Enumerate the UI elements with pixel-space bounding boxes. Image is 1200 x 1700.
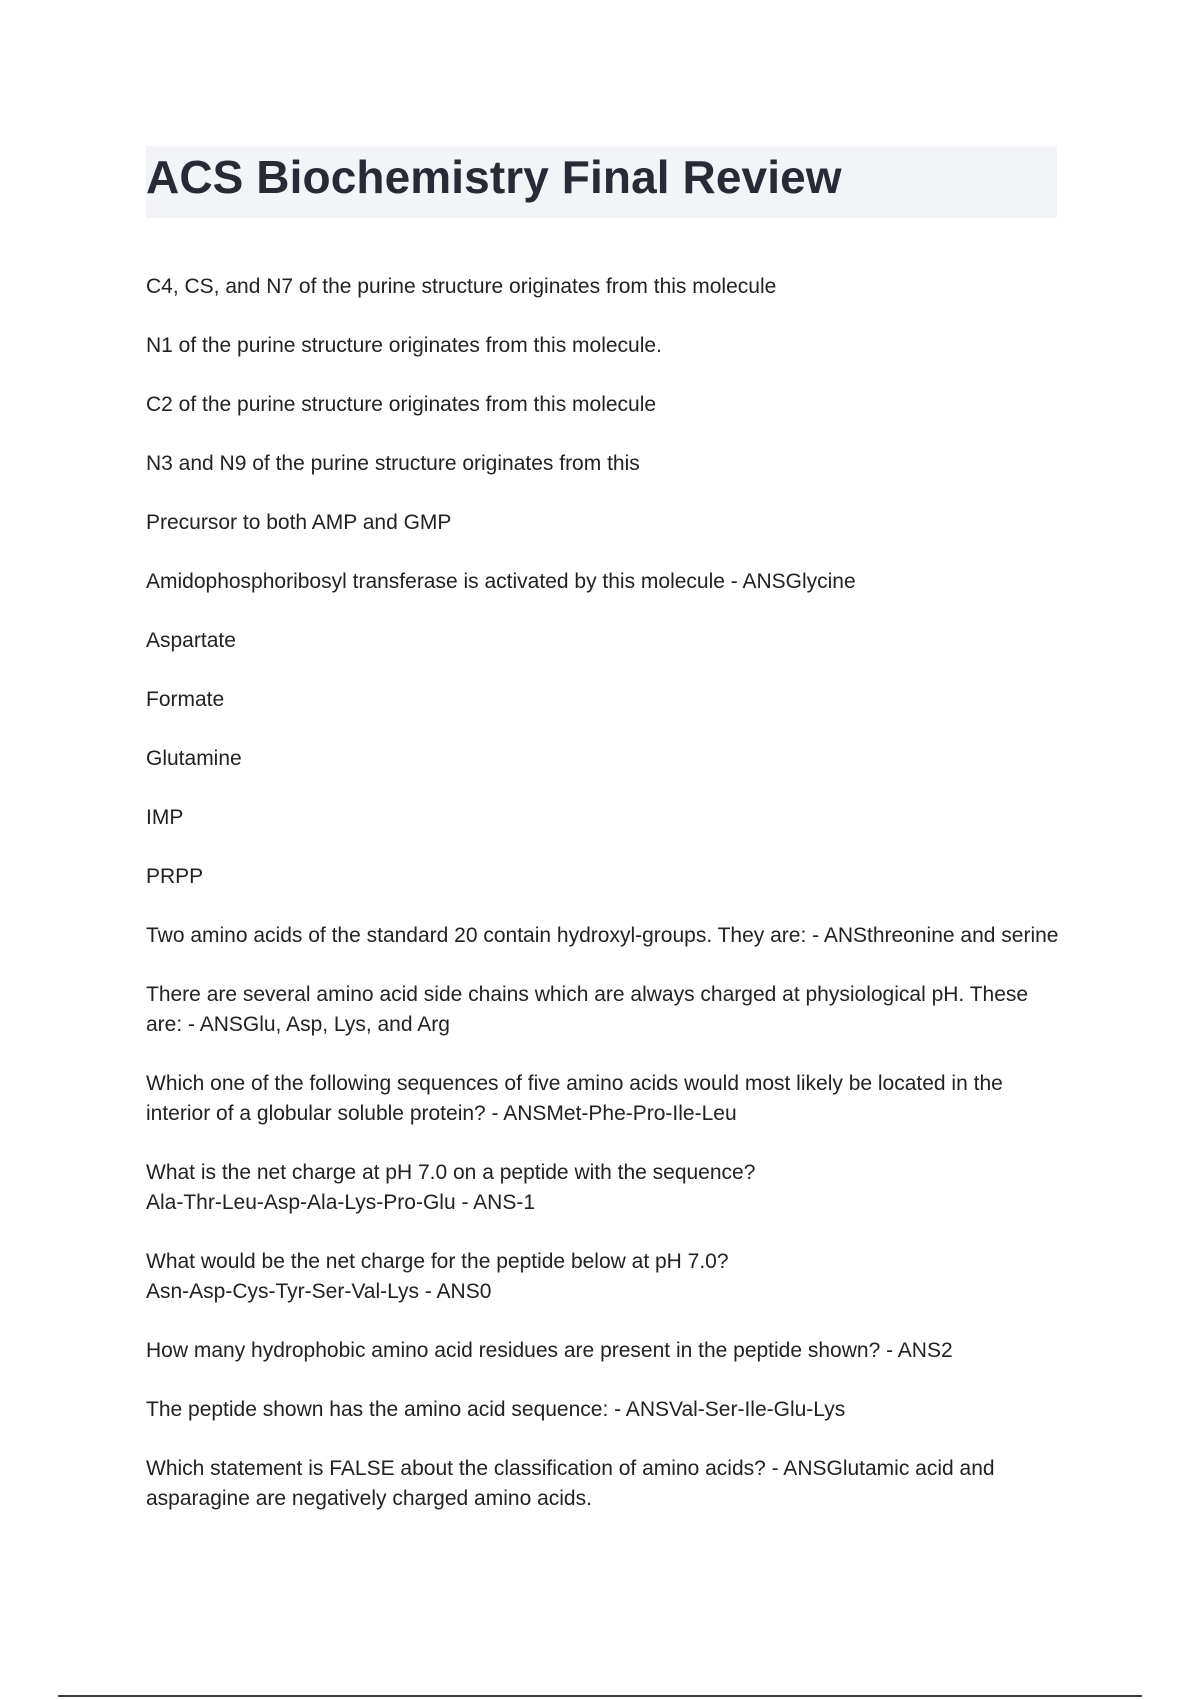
- review-entries-list: [146, 272, 1066, 1543]
- review-entry: The peptide shown has the amino acid sequence: - ANSVal-Ser-Ile-Glu-Lys: [146, 1398, 846, 1421]
- review-entry: Precursor to both AMP and GMP: [146, 511, 452, 534]
- review-entry: Two amino acids of the standard 20 contain hydroxyl-groups. They are: - ANSthreonine and serine: [146, 924, 1059, 947]
- review-entry: C4, CS, and N7 of the purine structure originates from this molecule: [146, 275, 777, 298]
- review-entry: Amidophosphoribosyl transferase is activated by this molecule - ANSGlycine: [146, 570, 856, 593]
- review-entry: Glutamine: [146, 747, 242, 770]
- review-entry: How many hydrophobic amino acid residues are present in the peptide shown? - ANS2: [146, 1339, 953, 1362]
- review-entry: Which one of the following sequences of five amino acids would most likely be located in the interior of a globular soluble protein? - ANSMet-Phe-Pro-Ile-Leu: [146, 1072, 1003, 1125]
- title-banner: [146, 146, 1057, 218]
- review-entry: Aspartate: [146, 629, 236, 652]
- review-entry: IMP: [146, 806, 184, 829]
- review-entry: What is the net charge at pH 7.0 on a peptide with the sequence? Ala-Thr-Leu-Asp-Ala-Lys-Pro-Glu - ANS-1: [146, 1161, 756, 1214]
- review-entry: N1 of the purine structure originates from this molecule.: [146, 334, 662, 357]
- document-title: ACS Biochemistry Final Review: [146, 151, 842, 203]
- review-entry: Formate: [146, 688, 225, 711]
- review-entry: PRPP: [146, 865, 204, 888]
- review-entry: C2 of the purine structure originates from this molecule: [146, 393, 657, 416]
- footer-divider: [58, 1695, 1142, 1697]
- review-entry: There are several amino acid side chains which are always charged at physiological pH. These are: - ANSGlu, Asp, Lys, and Arg: [146, 983, 1029, 1036]
- review-entry: Which statement is FALSE about the classification of amino acids? - ANSGlutamic acid and asparagine are negatively charged amino acids.: [146, 1457, 995, 1510]
- review-entry: N3 and N9 of the purine structure originates from this: [146, 452, 640, 475]
- review-entry: What would be the net charge for the peptide below at pH 7.0? Asn-Asp-Cys-Tyr-Ser-Val-Lys - ANS0: [146, 1250, 729, 1303]
